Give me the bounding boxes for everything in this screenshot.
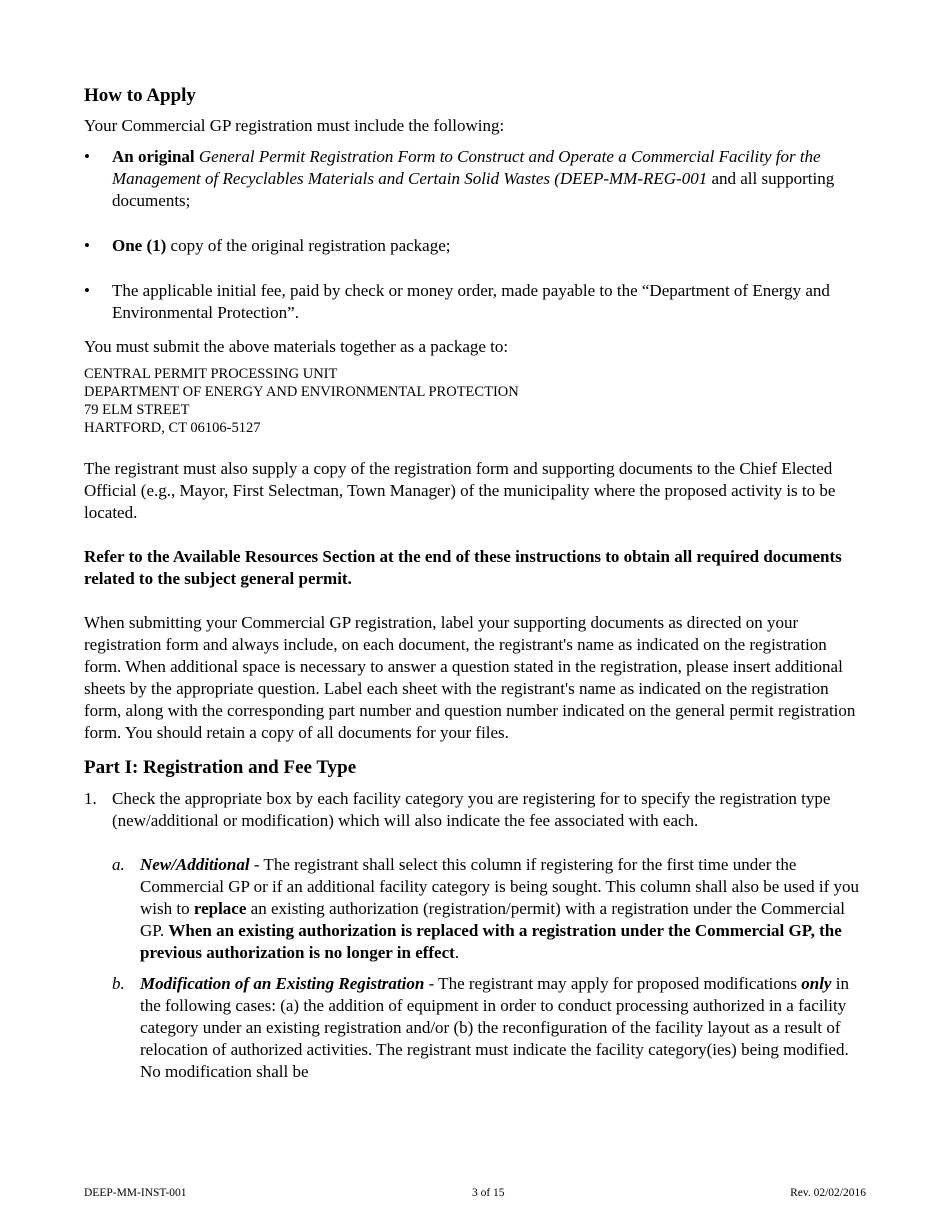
footer-revision: Rev. 02/02/2016 bbox=[790, 1187, 866, 1199]
submit-intro: You must submit the above materials together as a package to: bbox=[84, 337, 509, 356]
document-page bbox=[84, 84, 866, 1083]
requirements-list bbox=[84, 146, 866, 324]
part1-item-1a: a. New/Additional - The registrant shall select this column if registering for the first time under the Commercial GP or if an additional facility category is being sought. This column shall also be used if you wish to replace an existing authorization (registration/permit) with a registration under the Commercial GP. When an existing authorization is replaced with a registration under the Commercial GP, the previous authorization is no longer in effect. bbox=[112, 855, 860, 962]
labeling-paragraph: When submitting your Commercial GP registration, label your supporting documents as directed on your registration form and always include, on each document, the registrant's name as indicated on the registration form. When additional space is necessary to answer a question stated in the registration, please insert additional sheets by the appropriate question. Label each sheet with the registrant's name as indicated on the registration form, along with the corresponding part number and question number indicated on the general permit registration form. You should retain a copy of all documents for your files. bbox=[84, 613, 856, 742]
part1-item-1: 1. Check the appropriate box by each facility category you are registering for to specify the registration type (new/additional or modification) which will also indicate the fee associated with each. bbox=[84, 789, 831, 830]
page-footer bbox=[84, 1187, 866, 1199]
how-to-apply-intro: Your Commercial GP registration must include the following: bbox=[84, 116, 505, 135]
bullet-icon: • bbox=[84, 236, 90, 255]
mailing-address: CENTRAL PERMIT PROCESSING UNIT DEPARTMENT OF ENERGY AND ENVIRONMENTAL PROTECTION 79 ELM STREET HARTFORD, CT 06106-5127 bbox=[84, 366, 519, 436]
list-item: • One (1) copy of the original registration package; bbox=[84, 236, 451, 255]
footer-page-number: 3 of 15 bbox=[471, 1187, 505, 1199]
available-resources-note: Refer to the Available Resources Section at the end of these instructions to obtain all required documents related to the subject general permit. bbox=[84, 547, 842, 588]
part1-heading: Part I: Registration and Fee Type bbox=[84, 757, 357, 778]
chief-elected-paragraph: The registrant must also supply a copy of the registration form and supporting documents to the Chief Elected Official (e.g., Mayor, First Selectman, Town Manager) of the municipality where the proposed activity is to be located. bbox=[84, 459, 836, 522]
list-item: • The applicable initial fee, paid by check or money order, made payable to the “Department of Energy and Environmental Protection”. bbox=[84, 281, 830, 322]
bullet-icon: • bbox=[84, 147, 90, 166]
bullet-icon: • bbox=[84, 281, 90, 300]
part1-item-1b: b. Modification of an Existing Registration - The registrant may apply for proposed modifications only in the following cases: (a) the addition of equipment in order to conduct processing authorized in a facility category under an existing registration and/or (b) the reconfiguration of the facility layout as a result of relocation of authorized activities. The registrant must indicate the facility category(ies) being modified. No modification shall be bbox=[112, 974, 849, 1081]
how-to-apply-heading: How to Apply bbox=[84, 85, 196, 106]
footer-doc-id: DEEP-MM-INST-001 bbox=[84, 1187, 187, 1199]
list-item: • An original General Permit Registration Form to Construct and Operate a Commercial Facility for the Management of Recyclables Materials and Certain Solid Wastes (DEEP-MM-REG-001 and all supporting documents; bbox=[84, 147, 835, 210]
